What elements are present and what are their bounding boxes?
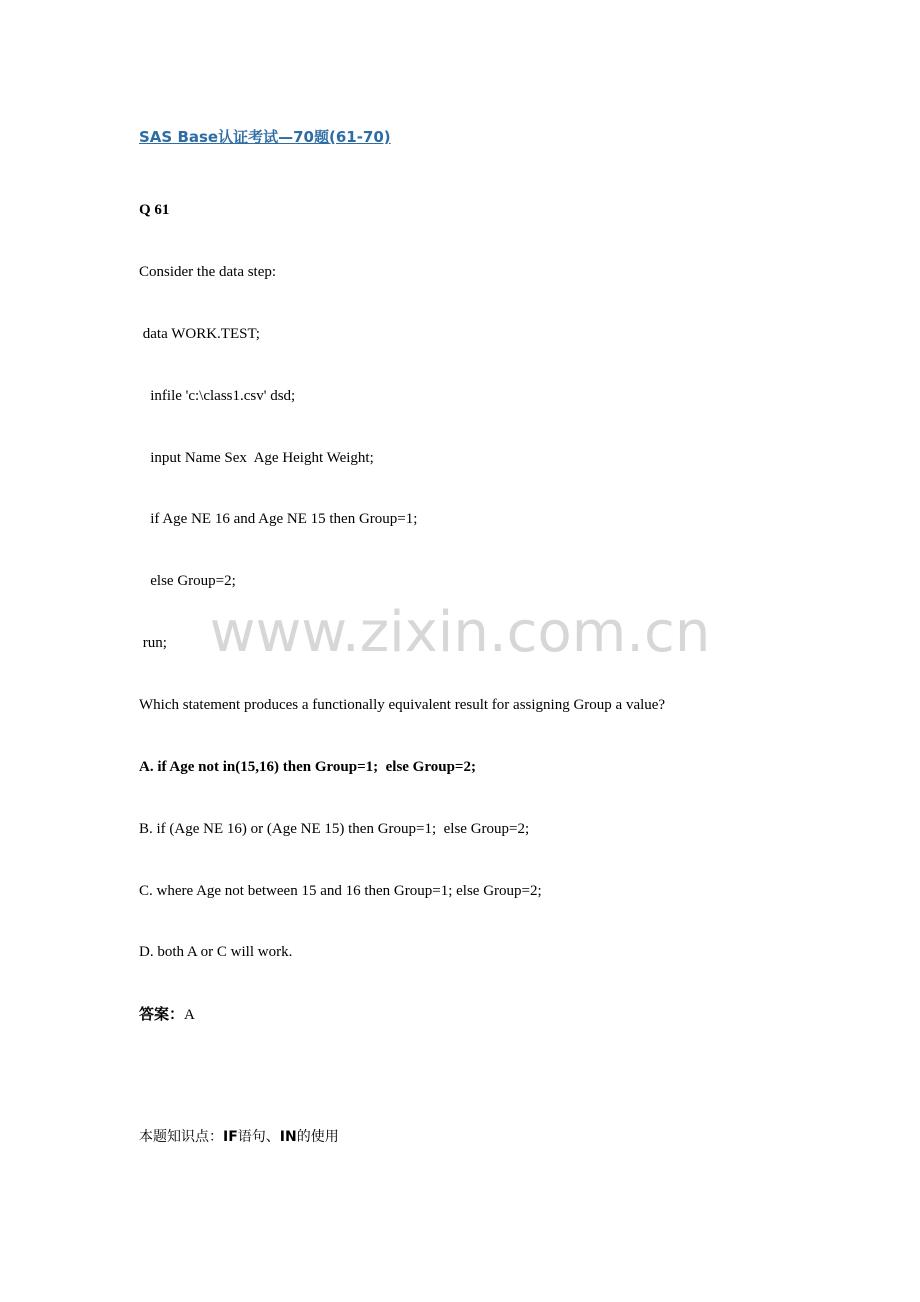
option-a: A. if Age not in(15,16) then Group=1; else Group=2; — [139, 759, 476, 775]
knowledge-point-if: IF — [223, 1129, 238, 1145]
answer-label: 答案： — [139, 1005, 185, 1023]
answer-value: A — [184, 1007, 195, 1023]
knowledge-point-usage: 的使用 — [296, 1129, 339, 1145]
code-line: run; — [139, 635, 167, 651]
code-line: data WORK.TEST; — [139, 326, 260, 342]
question-text: Which statement produces a functionally equivalent result for assigning Group a value? — [139, 697, 666, 713]
option-d: D. both A or C will work. — [139, 944, 293, 960]
knowledge-point-statement: 语句、 — [237, 1129, 280, 1145]
code-line: else Group=2; — [139, 573, 236, 589]
question-intro: Consider the data step: — [139, 264, 277, 280]
watermark: www.zixin.com.cn — [209, 600, 711, 665]
option-c: C. where Age not between 15 and 16 then Group=1; else Group=2; — [139, 883, 542, 899]
code-line: input Name Sex Age Height Weight; — [139, 450, 374, 466]
knowledge-point-label: 本题知识点： — [139, 1129, 223, 1145]
option-b: B. if (Age NE 16) or (Age NE 15) then Group=1; else Group=2; — [139, 821, 530, 837]
document-title-link[interactable]: SAS Base认证考试—70题(61-70) — [139, 128, 391, 146]
question-number: Q 61 — [139, 202, 170, 218]
answer-line — [139, 1005, 195, 1024]
code-line: if Age NE 16 and Age NE 15 then Group=1; — [139, 511, 418, 527]
knowledge-point-line — [139, 1128, 339, 1146]
knowledge-point-in: IN — [279, 1129, 297, 1145]
code-line: infile 'c:\class1.csv' dsd; — [139, 388, 296, 404]
